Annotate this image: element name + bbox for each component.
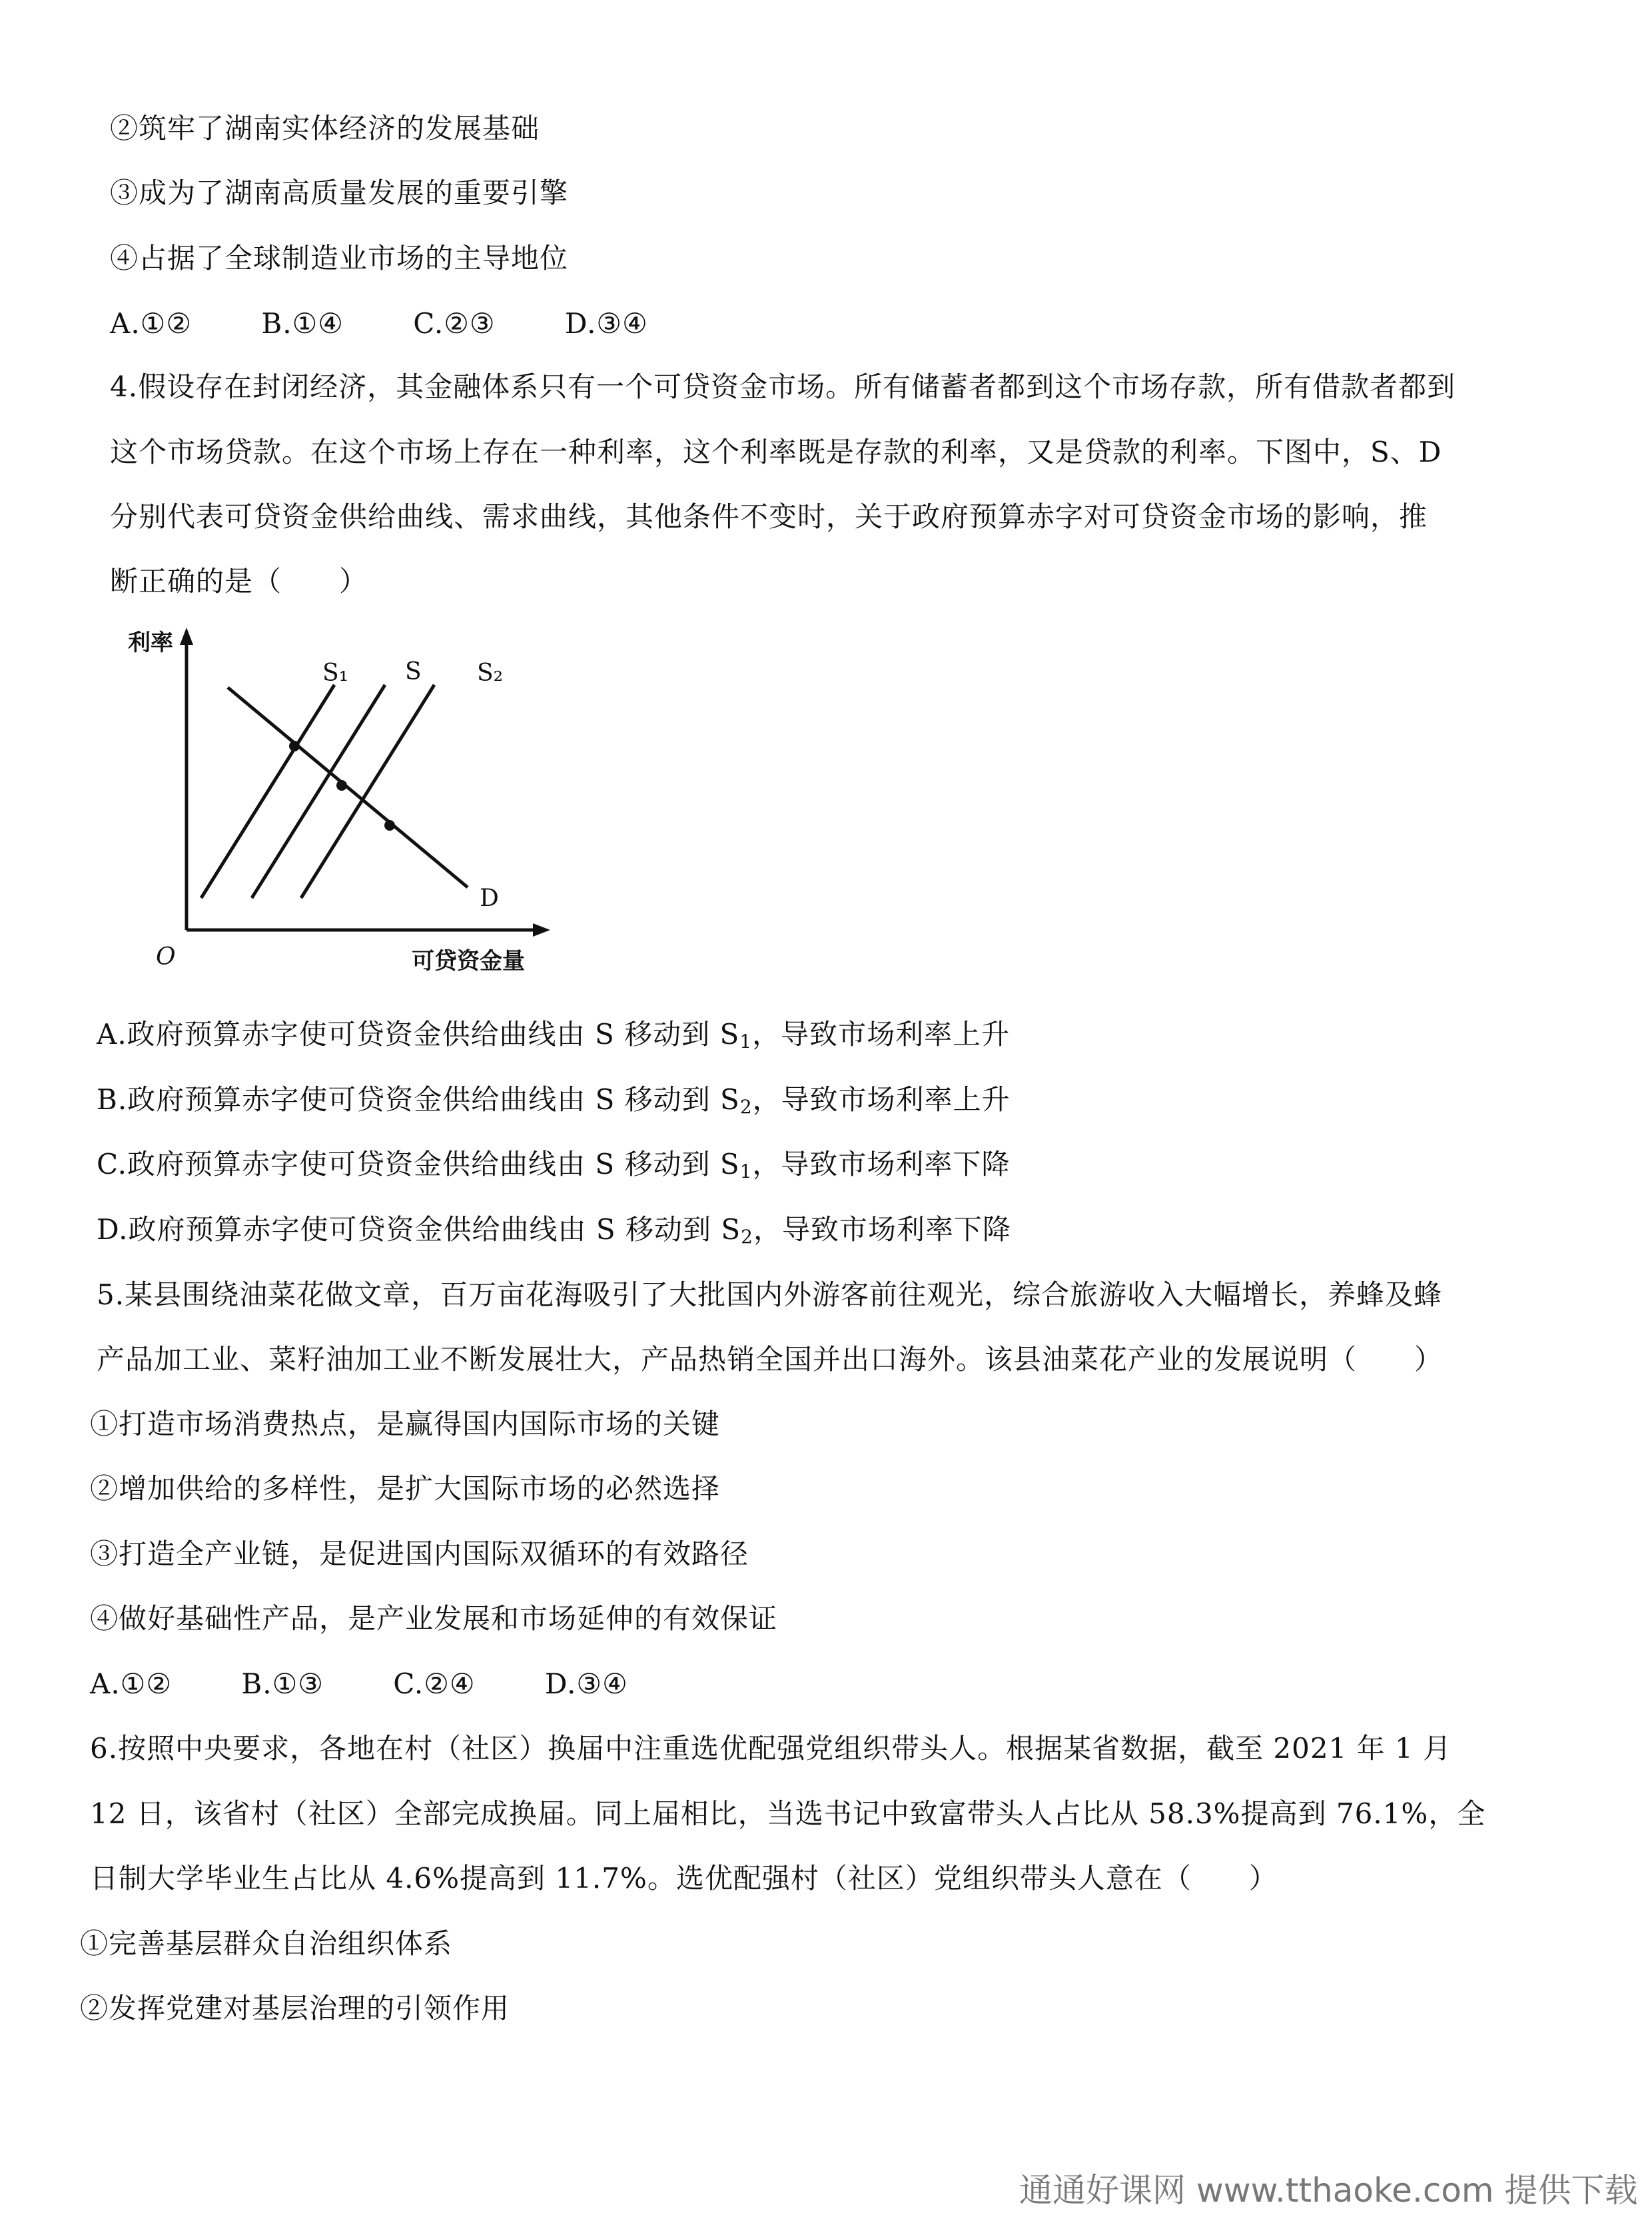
q4-option-a xyxy=(97,1016,1010,1061)
curve-label-d: D xyxy=(480,885,499,912)
q3-choice-c: C.②③ xyxy=(413,307,496,340)
q4-stem-line-3: 分别代表可贷资金供给曲线、需求曲线，其他条件不变时，关于政府预算赤字对可贷资金市场的影响，推 xyxy=(110,500,1428,533)
supply-curve-s xyxy=(252,685,385,898)
q5-choice-c: C.②④ xyxy=(393,1667,476,1700)
curve-label-s: S xyxy=(405,658,422,685)
q6-stem-line-2: 12 日，该省村（社区）全部完成换届。同上届相比，当选书记中致富带头人占比从 58.3%提高到 76.1%，全 xyxy=(90,1797,1486,1830)
x-axis-arrow xyxy=(533,923,550,937)
q4-option-d-subscript: 2 xyxy=(741,1226,753,1248)
x-axis-label: 可贷资金量 xyxy=(412,948,525,975)
q4-option-c xyxy=(97,1146,1010,1190)
y-axis-arrow xyxy=(180,628,193,645)
q4-stem-line-1: 4.假设存在封闭经济，其金融体系只有一个可贷资金市场。所有储蓄者都到这个市场存款，所有借款者都到 xyxy=(110,370,1456,403)
y-axis-label: 利率 xyxy=(128,630,173,656)
q3-choice-d: D.③④ xyxy=(564,307,648,340)
q5-stem-line-2: 产品加工业、菜籽油加工业不断发展壮大，产品热销全国并出口海外。该县油菜花产业的发展说明（ ） xyxy=(97,1343,1444,1376)
q5-choice-b: B.①③ xyxy=(241,1667,324,1700)
q4-option-a-result: ，导致市场利率上升 xyxy=(752,1018,1011,1051)
q3-choices xyxy=(110,305,708,342)
q4-option-d-text: D.政府预算赤字使可贷资金供给曲线由 S 移动到 S xyxy=(97,1213,741,1246)
q4-option-c-result: ，导致市场利率下降 xyxy=(752,1148,1011,1180)
equilibrium-point-s xyxy=(336,780,347,791)
q6-option-1: ①完善基层群众自治组织体系 xyxy=(80,1927,453,1960)
q5-option-1: ①打造市场消费热点，是赢得国内国际市场的关键 xyxy=(90,1408,721,1440)
q4-stem-line-4: 断正确的是（ ） xyxy=(110,565,368,598)
q4-option-b-text: B.政府预算赤字使可贷资金供给曲线由 S 移动到 S xyxy=(97,1083,740,1116)
equilibrium-point-s1 xyxy=(289,741,300,751)
q3-choice-a: A.①② xyxy=(110,307,192,340)
q4-option-a-text: A.政府预算赤字使可贷资金供给曲线由 S 移动到 S xyxy=(97,1018,740,1051)
q3-option-3: ③成为了湖南高质量发展的重要引擎 xyxy=(110,177,569,209)
q4-option-d-result: ，导致市场利率下降 xyxy=(753,1213,1011,1246)
q4-option-a-subscript: 1 xyxy=(739,1031,753,1053)
curve-label-s1: S₁ xyxy=(322,660,349,687)
equilibrium-point-s2 xyxy=(384,820,395,831)
supply-curve-s1 xyxy=(201,685,334,898)
q5-choices xyxy=(90,1665,688,1703)
q4-option-b-subscript: 2 xyxy=(739,1096,753,1118)
q4-stem-line-2: 这个市场贷款。在这个市场上存在一种利率，这个利率既是存款的利率，又是贷款的利率。下图中，S、D xyxy=(110,436,1442,468)
supply-curve-s2 xyxy=(301,685,434,898)
q4-option-b-result: ，导致市场利率上升 xyxy=(752,1083,1011,1116)
q3-option-2: ②筑牢了湖南实体经济的发展基础 xyxy=(110,112,540,145)
q6-stem-line-3: 日制大学毕业生占比从 4.6%提高到 11.7%。选优配强村（社区）党组织带头人意在（ ） xyxy=(90,1862,1278,1895)
q6-stem-line-1: 6.按照中央要求，各地在村（社区）换届中注重选优配强党组织带头人。根据某省数据，截至 2021 年 1 月 xyxy=(90,1732,1452,1765)
origin-label: O xyxy=(156,943,176,971)
q5-choice-a: A.①② xyxy=(90,1667,172,1700)
q4-option-b xyxy=(97,1081,1011,1126)
curve-label-s2: S₂ xyxy=(477,660,504,687)
q6-option-2: ②发挥党建对基层治理的引领作用 xyxy=(80,1992,510,2024)
q5-choice-d: D.③④ xyxy=(544,1667,628,1700)
q3-choice-b: B.①④ xyxy=(261,307,344,340)
demand-curve-d xyxy=(228,687,468,887)
q4-option-c-subscript: 1 xyxy=(739,1160,753,1182)
q5-option-2: ②增加供给的多样性，是扩大国际市场的必然选择 xyxy=(90,1472,721,1505)
q5-stem-line-1: 5.某县围绕油菜花做文章，百万亩花海吸引了大批国内外游客前往观光，综合旅游收入大幅增长，养蜂及蜂 xyxy=(97,1278,1443,1311)
q4-option-d xyxy=(97,1211,1011,1256)
q3-option-4: ④占据了全球制造业市场的主导地位 xyxy=(110,242,569,274)
q4-option-c-text: C.政府预算赤字使可贷资金供给曲线由 S 移动到 S xyxy=(97,1148,740,1180)
q5-option-3: ③打造全产业链，是促进国内国际双循环的有效路径 xyxy=(90,1538,749,1570)
q5-option-4: ④做好基础性产品，是产业发展和市场延伸的有效保证 xyxy=(90,1602,778,1635)
watermark: 通通好课网 www.tthaoke.com 提供下载 xyxy=(1019,2171,1638,2210)
loanable-funds-graph xyxy=(128,613,573,986)
